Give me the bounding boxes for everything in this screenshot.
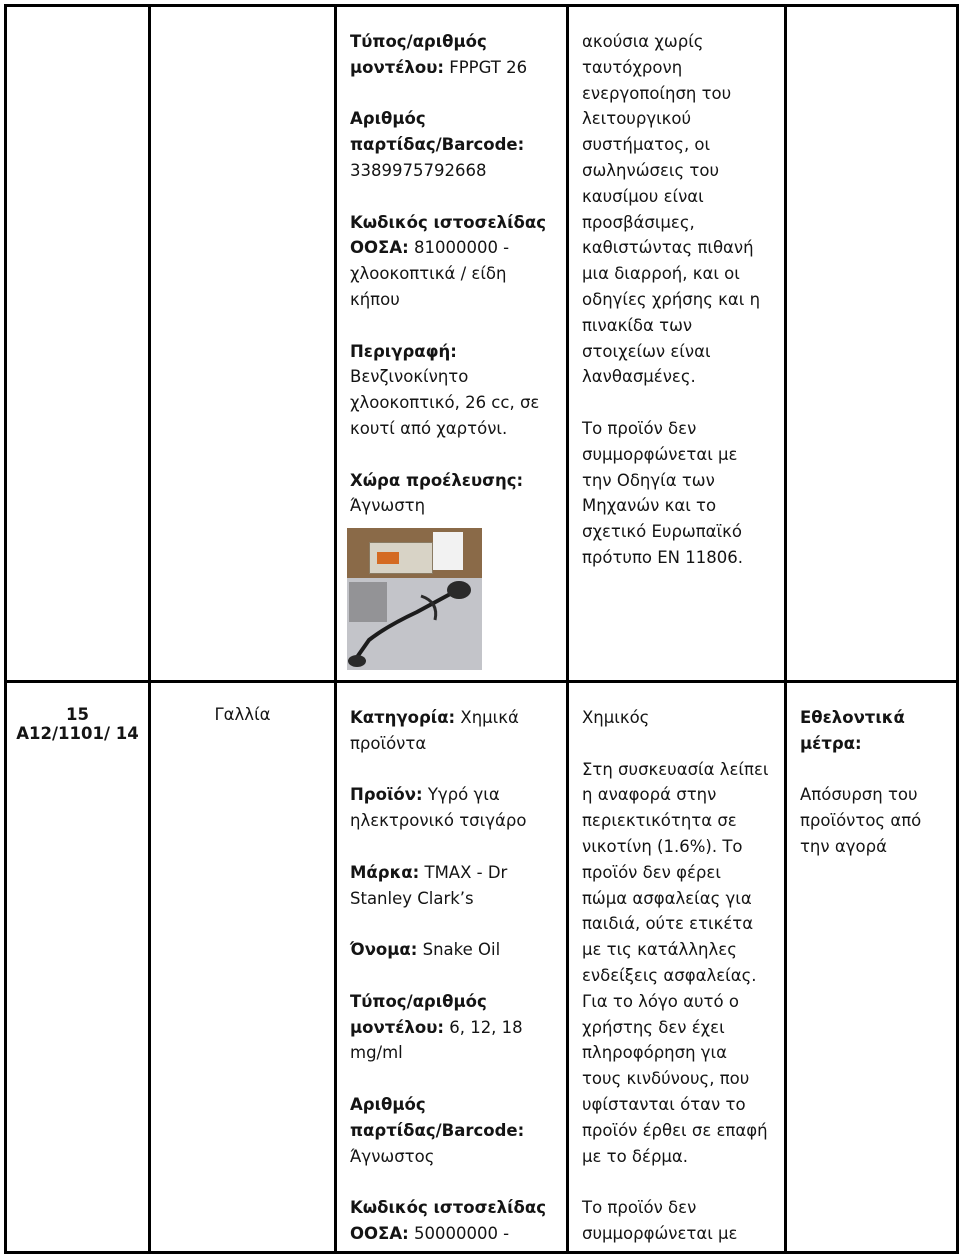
measures-text: Απόσυρση του προϊόντος από την αγορά <box>800 785 922 856</box>
country-of-origin-field: Χώρα προέλευσης: Άγνωστη <box>350 470 524 516</box>
model-field: Τύπος/αριθμός μοντέλου: 6, 12, 18 mg/ml <box>350 991 523 1063</box>
notifying-country: Γαλλία <box>214 705 271 724</box>
compliance-text: Το προϊόν δεν συμμορφώνεται με την Οδηγία των Μηχανών και το σχετικό Ευρωπαϊκό πρότυπο EN 11806. <box>582 418 744 567</box>
barcode-field: Αριθμός παρτίδας/Barcode: Άγνωστος <box>350 1094 525 1166</box>
risk-type: Χημικός <box>582 708 650 727</box>
oecd-code-field: Κωδικός ιστοσελίδας ΟΟΣΑ: 81000000 - χλοοκοπτικά / είδη κήπου <box>350 212 546 309</box>
name-field: Όνομα: Snake Oil <box>350 940 501 960</box>
category-field: Κατηγορία: Χημικά προϊόντα <box>350 708 519 753</box>
risk-description-cell <box>568 682 786 1253</box>
brand-field: Μάρκα: TMAX - Dr Stanley Clark’s <box>350 862 508 908</box>
barcode-field: Αριθμός παρτίδας/Barcode: 3389975792668 <box>350 109 525 180</box>
cell-empty-1 <box>6 6 150 682</box>
description-field: Περιγραφή: Βενζινοκίνητο χλοοκοπτικό, 26 cc, σε κουτί από χαρτόνι. <box>350 341 540 438</box>
measures-cell <box>786 682 958 1253</box>
oecd-code-field: Κωδικός ιστοσελίδας ΟΟΣΑ: 50000000 - <box>350 1198 546 1243</box>
model-field: Τύπος/αριθμός μοντέλου: FPPGT 26 <box>350 32 528 77</box>
table-row <box>6 682 958 1253</box>
compliance-text: Το προϊόν δεν συμμορφώνεται με <box>582 1198 738 1243</box>
product-field: Προϊόν: Υγρό για ηλεκτρονικό τσιγάρο <box>350 785 527 831</box>
cell-empty-2 <box>150 6 336 682</box>
measures-label: Εθελοντικά μέτρα: <box>800 708 905 753</box>
country-cell <box>150 682 336 1253</box>
grass-trimmer-image <box>347 528 482 670</box>
risk-text: ακούσια χωρίς ταυτόχρονη ενεργοποίηση του λειτουργικού συστήματος, οι σωληνώσεις του καυσίμου είναι προσβάσιμες, καθιστώντας πιθανή μια διαρροή, και οι οδηγίες χρήσης και η πινακίδα των στοιχείων είναι λανθασμένες. <box>582 32 761 387</box>
risk-description-cell <box>568 6 786 682</box>
notification-number: 15 <box>66 705 89 724</box>
notification-reference: A12/1101/ 14 <box>16 724 139 743</box>
product-photo <box>347 528 482 670</box>
risk-text: Στη συσκευασία λείπει η αναφορά στην περιεκτικότητα σε νικοτίνη (1.6%). Το προϊόν δεν φέρει πώμα ασφαλείας για παιδιά, ούτε ετικέτα με τις κατάλληλες ενδείξεις ασφαλείας. Για το λόγο αυτό ο χρήστης δεν έχει πληροφόρηση για τους κινδύνους, που υφίστανται όταν το προϊόν έρθει σε επαφή με το δέρμα. <box>582 759 769 1166</box>
notification-number-cell <box>6 682 150 1253</box>
product-details-cell <box>336 682 568 1253</box>
cell-empty-5 <box>786 6 958 682</box>
